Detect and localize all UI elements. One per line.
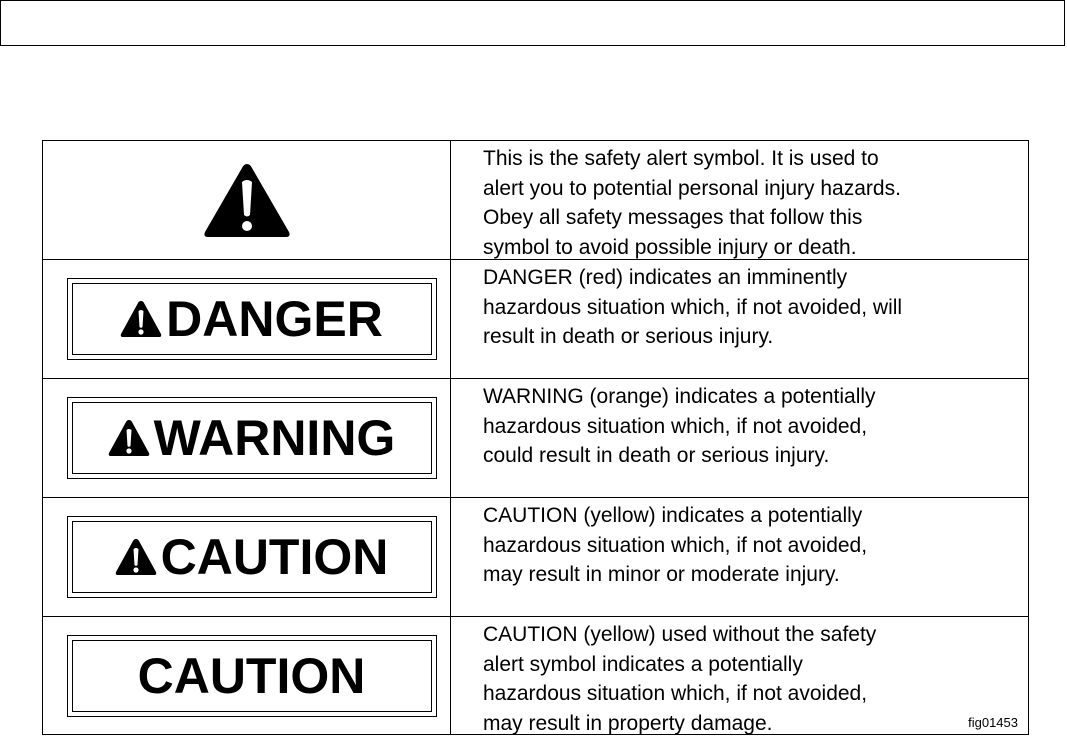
- table-row: [43, 498, 1028, 617]
- description-line: Obey all safety messages that follow this: [483, 203, 1028, 233]
- figure-reference: fig01453: [968, 715, 1018, 730]
- description-cell: [451, 498, 1028, 616]
- description-line: may result in minor or moderate injury.: [483, 560, 1028, 590]
- signal-word: CAUTION: [138, 651, 366, 701]
- warning-sign: [67, 397, 437, 479]
- description-line: hazardous situation which, if not avoided,: [483, 412, 1028, 442]
- description-line: CAUTION (yellow) indicates a potentially: [483, 501, 1028, 531]
- description-cell: [451, 379, 1028, 497]
- description-line: hazardous situation which, if not avoided, will: [483, 293, 1028, 323]
- description-cell: [451, 617, 1028, 734]
- table-row: [43, 379, 1028, 498]
- safety-alert-icon: [120, 299, 162, 339]
- caution-sign-no-symbol: [67, 635, 437, 717]
- description-line: This is the safety alert symbol. It is used to: [483, 144, 1028, 174]
- description-text: [483, 263, 1028, 352]
- description-text: [483, 382, 1028, 471]
- danger-sign: [67, 278, 437, 360]
- description-line: hazardous situation which, if not avoided,: [483, 531, 1028, 561]
- description-cell: [451, 260, 1028, 378]
- description-text: [483, 620, 1028, 738]
- description-line: hazardous situation which, if not avoided,: [483, 679, 1028, 709]
- description-line: alert you to potential personal injury hazards.: [483, 174, 1028, 204]
- sign-cell: [43, 260, 451, 378]
- symbol-cell: [43, 141, 451, 259]
- sign-cell: [43, 617, 451, 734]
- description-line: could result in death or serious injury.: [483, 441, 1028, 471]
- signal-word: CAUTION: [161, 532, 389, 582]
- description-line: symbol to avoid possible injury or death.: [483, 233, 1028, 263]
- safety-alert-icon: [201, 160, 293, 240]
- description-cell: [451, 141, 1028, 259]
- safety-alert-icon: [115, 537, 157, 577]
- table-row: [43, 141, 1028, 260]
- description-line: alert symbol indicates a potentially: [483, 650, 1028, 680]
- description-line: DANGER (red) indicates an imminently: [483, 263, 1028, 293]
- table-row: [43, 260, 1028, 379]
- description-line: result in death or serious injury.: [483, 322, 1028, 352]
- description-text: [483, 501, 1028, 590]
- safety-alert-icon: [108, 418, 150, 458]
- sign-cell: [43, 498, 451, 616]
- signal-word: WARNING: [154, 413, 396, 463]
- table-row: [43, 617, 1028, 735]
- header-box: [0, 0, 1065, 46]
- safety-signal-table: [42, 140, 1029, 735]
- signal-word: DANGER: [166, 294, 383, 344]
- description-line: CAUTION (yellow) used without the safety: [483, 620, 1028, 650]
- description-text: [483, 144, 1028, 262]
- caution-sign: [67, 516, 437, 598]
- sign-cell: [43, 379, 451, 497]
- description-line: may result in property damage.: [483, 709, 1028, 738]
- description-line: WARNING (orange) indicates a potentially: [483, 382, 1028, 412]
